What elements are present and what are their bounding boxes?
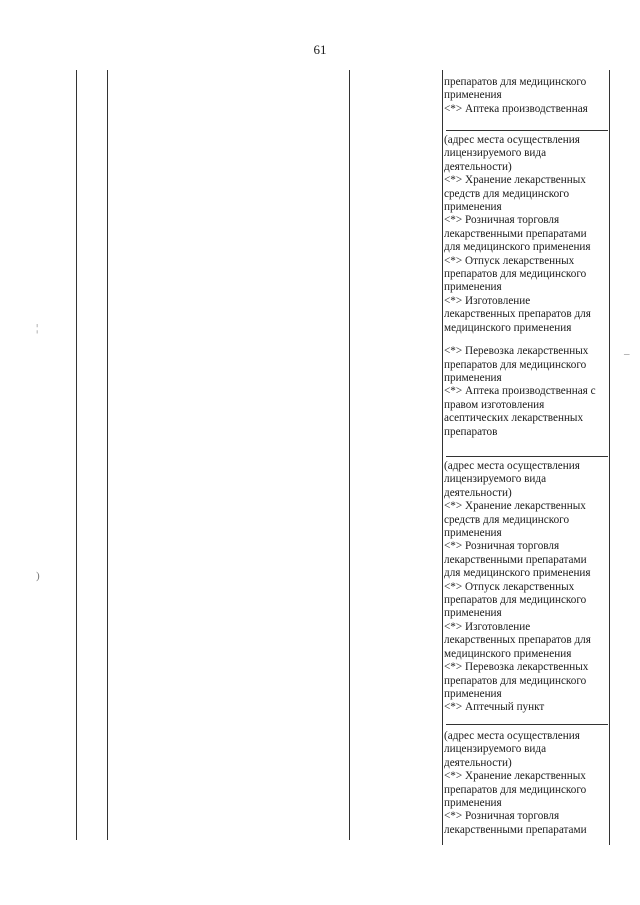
text-line: правом изготовления	[444, 398, 545, 411]
text-line: (адрес места осуществления	[444, 730, 580, 742]
page-number: 61	[313, 42, 327, 57]
address-underline-3	[446, 724, 608, 725]
text-line: применения	[444, 527, 502, 540]
column-rule-4	[442, 70, 443, 845]
text-line: применения	[444, 687, 502, 700]
text-line: препаратов для медицинского	[444, 358, 587, 371]
text-line: (адрес места осуществления	[444, 134, 580, 146]
text-line: препаратов для медицинского	[444, 594, 587, 607]
text-line: препаратов для медицинского	[444, 674, 587, 687]
text-line: применения	[444, 797, 502, 810]
text-line: препаратов для медицинского	[444, 268, 587, 281]
column-rule-1	[76, 70, 77, 840]
text-line: <*> Аптечный пункт	[444, 701, 545, 714]
text-line: лицензируемого вида	[444, 473, 547, 486]
text-line: деятельности)	[444, 160, 512, 173]
text-line: <*> Отпуск лекарственных	[444, 254, 575, 267]
text-line: для медицинского применения	[444, 567, 591, 580]
text-line: <*> Изготовление	[444, 620, 531, 633]
text-line: средств для медицинского	[444, 513, 570, 526]
spacer	[444, 335, 612, 345]
text-line: <*> Отпуск лекарственных	[444, 580, 575, 593]
text-line: лекарственных препаратов для	[444, 634, 591, 647]
text-line: <*> Изготовление	[444, 294, 531, 307]
text-line: лицензируемого вида	[444, 147, 547, 160]
text-line: асептических лекарственных	[444, 412, 584, 425]
cell-block-1	[444, 76, 612, 116]
text-line: <*> Хранение лекарственных	[444, 174, 586, 187]
text-line: лекарственных препаратов для	[444, 308, 591, 321]
text-line: <*> Перевозка лекарственных	[444, 661, 589, 674]
text-line: <*> Хранение лекарственных	[444, 770, 586, 783]
text-line: <*> Аптека производственная с	[444, 385, 596, 398]
text-line: <*> Аптека производственная	[444, 102, 588, 115]
text-line: <*> Розничная торговля	[444, 810, 560, 823]
address-underline-2	[446, 456, 608, 457]
text-line: лекарственными препаратами	[444, 227, 587, 240]
text-line: медицинского применения	[444, 647, 572, 660]
text-line: деятельности)	[444, 486, 512, 499]
text-line: деятельности)	[444, 756, 512, 769]
text-line: медицинского применения	[444, 321, 572, 334]
text-line: <*> Розничная торговля	[444, 540, 560, 553]
text-line: препаратов	[444, 425, 498, 438]
text-line: <*> Хранение лекарственных	[444, 500, 586, 513]
text-line: для медицинского применения	[444, 241, 591, 254]
cell-block-3	[444, 460, 612, 715]
scan-mark: –	[624, 348, 630, 360]
text-line: лекарственными препаратами	[444, 823, 587, 836]
text-line: лицензируемого вида	[444, 743, 547, 756]
cell-block-4	[444, 730, 612, 837]
text-line: применения	[444, 371, 502, 384]
text-line: средств для медицинского	[444, 187, 570, 200]
column-rule-2	[107, 70, 108, 840]
text-line: применения	[444, 281, 502, 294]
text-line: <*> Перевозка лекарственных	[444, 345, 589, 358]
address-underline-1	[446, 130, 608, 131]
cell-block-2	[444, 134, 612, 439]
text-line: (адрес места осуществления	[444, 460, 580, 472]
text-line: препаратов для медицинского	[444, 76, 587, 88]
text-line: <*> Розничная торговля	[444, 214, 560, 227]
text-line: препаратов для медицинского	[444, 783, 587, 796]
text-line: применения	[444, 201, 502, 214]
text-line: применения	[444, 607, 502, 620]
scan-mark: )	[36, 570, 40, 582]
text-line: применения	[444, 89, 502, 102]
column-rule-3	[349, 70, 350, 840]
scan-mark: ¦	[36, 322, 39, 334]
text-line: лекарственными препаратами	[444, 553, 587, 566]
